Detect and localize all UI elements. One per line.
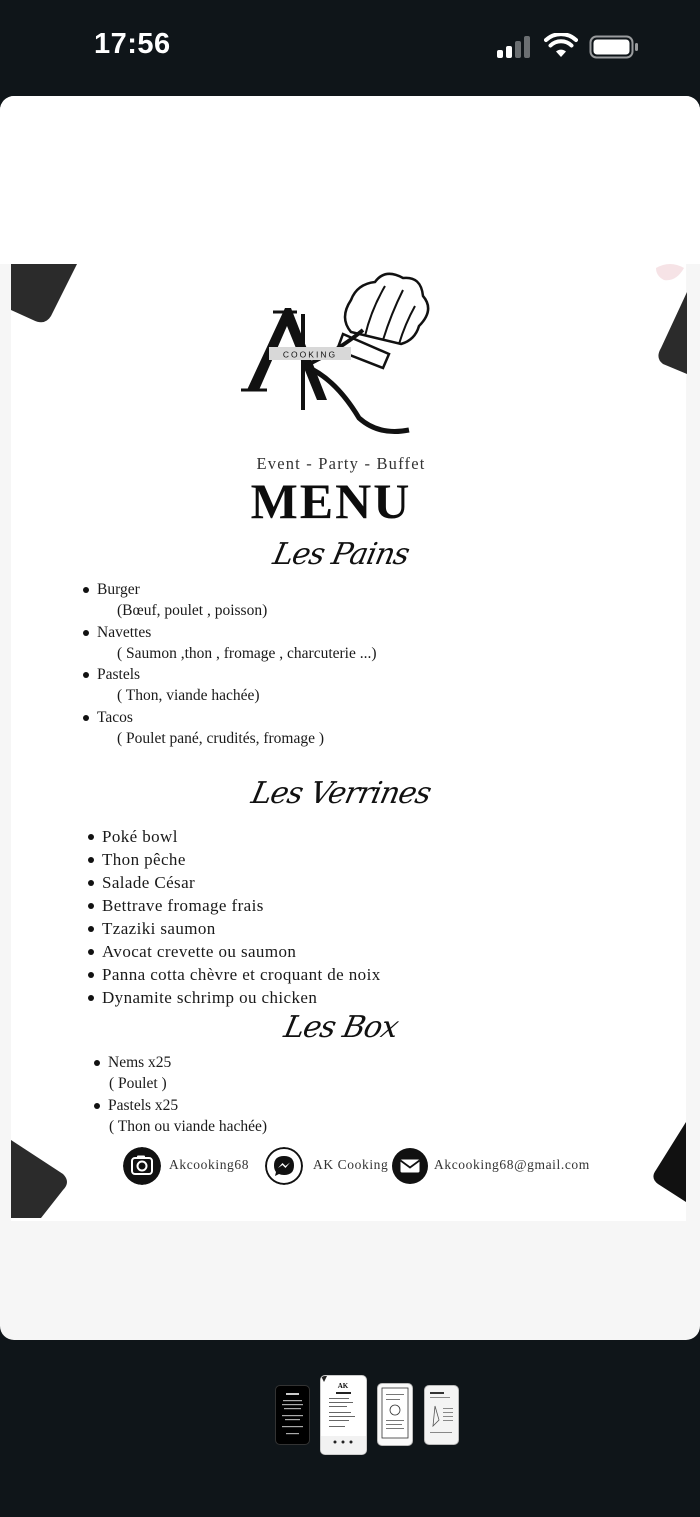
list-item: Navettes ( Saumon ,thon , fromage , charcuterie ...)	[97, 622, 377, 665]
contact-label: AK Cooking	[313, 1157, 389, 1172]
list-item: Pastels x25 ( Thon ou viande hachée)	[108, 1095, 267, 1138]
verrines-list	[102, 825, 381, 1009]
list-item: Avocat crevette ou saumon	[102, 940, 381, 963]
list-item: Dynamite schrimp ou chicken	[102, 986, 381, 1009]
page-thumbnails	[0, 1370, 700, 1460]
corner-shape-bottom-right	[652, 1122, 688, 1202]
list-item: Thon pêche	[102, 848, 381, 871]
corner-dot-top-right	[654, 262, 686, 284]
list-item: Poké bowl	[102, 825, 381, 848]
list-item: Tacos ( Poulet pané, crudités, fromage )	[97, 707, 377, 750]
messenger-icon	[265, 1147, 303, 1185]
contact-label: Akcooking68@gmail.com	[434, 1157, 590, 1172]
status-bar	[0, 0, 700, 96]
thumbnail-preview	[378, 1384, 412, 1445]
section-title-box: Les Box	[280, 1010, 402, 1045]
status-time: 17:56	[94, 28, 171, 60]
battery-icon	[589, 35, 639, 59]
menu-title: MENU	[250, 473, 412, 529]
mail-icon	[391, 1147, 429, 1185]
list-item: Nems x25 ( Poulet )	[108, 1052, 267, 1095]
section-title-pains: Les Pains	[269, 537, 413, 572]
ak-cooking-logo	[239, 270, 439, 455]
svg-text:COOKING: COOKING	[282, 349, 338, 360]
thumbnail-preview	[276, 1386, 309, 1444]
corner-shape-bottom-left	[11, 1140, 69, 1222]
list-item: Burger (Bœuf, poulet , poisson)	[97, 579, 377, 622]
section-title-verrines: Les Verrines	[248, 776, 434, 811]
list-item: Pastels ( Thon, viande hachée)	[97, 664, 377, 707]
thumbnail-preview	[425, 1386, 458, 1444]
thumbnail-preview	[321, 1376, 366, 1454]
contact-label: Akcooking68	[169, 1157, 250, 1172]
corner-shape-top-right	[657, 292, 687, 374]
thumbnail-page-2-selected[interactable]	[320, 1375, 367, 1455]
list-item: Tzaziki saumon	[102, 917, 381, 940]
svg-text:AK: AK	[337, 1382, 349, 1390]
list-item: Panna cotta chèvre et croquant de noix	[102, 965, 381, 984]
thumbnail-page-3[interactable]	[377, 1383, 413, 1446]
tagline: Event - Party - Buffet	[256, 454, 426, 473]
document-viewer[interactable]	[0, 96, 700, 1340]
cellular-signal-icon	[497, 36, 533, 58]
corner-shape-top-left	[11, 264, 77, 324]
list-item: Bettrave fromage frais	[102, 894, 381, 917]
box-list	[108, 1052, 267, 1137]
menu-page[interactable]	[11, 264, 686, 1221]
pains-list	[97, 579, 377, 749]
wifi-icon	[544, 33, 578, 59]
list-item: Salade César	[102, 871, 381, 894]
viewer-top-margin	[0, 96, 700, 264]
thumbnail-page-4[interactable]	[424, 1385, 459, 1445]
thumbnail-page-1[interactable]	[275, 1385, 310, 1445]
instagram-camera-icon	[123, 1147, 161, 1185]
